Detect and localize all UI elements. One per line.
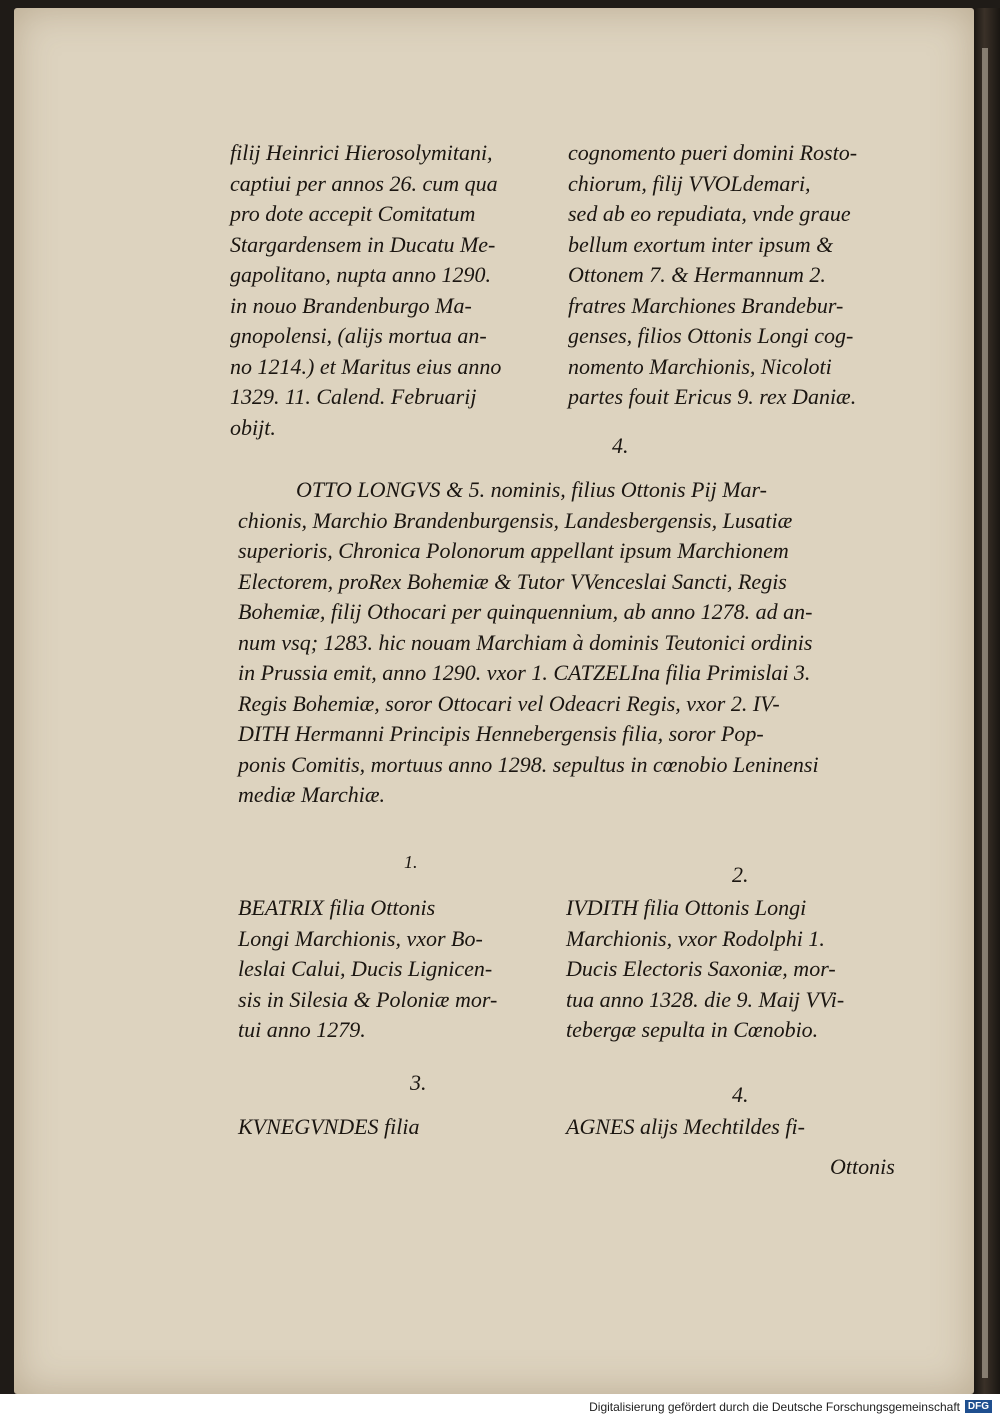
dfg-logo: DFG [965,1400,992,1413]
right-column-iudith [566,893,916,1046]
top-left-column [230,138,550,443]
text-line: nomento Marchionis, Nicoloti [568,353,832,379]
text-line: Longi Marchionis, vxor Bo- [238,925,483,951]
text-line: Electorem, proRex Bohemiæ & Tutor VVenceslai Sancti, Regis [238,568,787,594]
text-line: bellum exortum inter ipsum & [568,231,834,257]
agnes-line: AGNES alijs Mechtildes fi- [566,1114,805,1139]
text-line: chiorum, filij VVOLdemari, [568,170,811,196]
text-line: sis in Silesia & Poloniæ mor- [238,986,498,1012]
text-line: Regis Bohemiæ, soror Ottocari vel Odeacri Regis, vxor 2. IV- [238,690,780,716]
text-line: tebergæ sepulta in Cœnobio. [566,1017,819,1042]
text-line: Bohemiæ, filij Othocari per quinquennium, ab anno 1278. ad an- [238,599,813,624]
text-line: IVDITH filia Ottonis Longi [566,895,807,920]
text-line: chionis, Marchio Brandenburgensis, Landesbergensis, Lusatiæ [238,507,793,533]
text-line: pro dote accepit Comitatum [230,201,476,226]
section-number: 1. [404,852,418,872]
text-line: filij Heinrici Hierosolymitani, [230,140,493,165]
page-edge [974,8,1000,1394]
footer-bar [0,1394,1000,1420]
text-line: cognomento pueri domini Rosto- [568,140,858,165]
catchword: Ottonis [830,1154,895,1179]
text-line: BEATRIX filia Ottonis [238,895,436,920]
section-number: 3. [410,1070,427,1095]
text-line: num vsq; 1283. hic nouam Marchiam à dominis Teutonici ordinis [238,629,813,655]
text-line: 1329. 11. Calend. Februarij [230,384,477,409]
kunegundes-line: KVNEGVNDES filia [238,1114,420,1139]
text-line: ponis Comitis, mortuus anno 1298. sepultus in cœnobio Leninensi [238,751,819,777]
section-number: 2. [732,862,749,887]
text-line: mediæ Marchiæ. [238,782,386,807]
text-line: in nouo Brandenburgo Ma- [230,292,472,318]
top-right-column [568,138,928,413]
text-line: no 1214.) et Maritus eius anno [230,353,502,379]
footer-text: Digitalisierung gefördert durch die Deutsche Forschungsgemeinschaft [589,1400,960,1414]
text-line: sed ab eo repudiata, vnde graue [568,201,851,226]
text-line: genses, filios Ottonis Longi cog- [568,323,854,348]
text-line: partes fouit Ericus 9. rex Daniæ. [568,384,857,409]
text-line: in Prussia emit, anno 1290. vxor 1. CATZELIna filia Primislai 3. [238,660,811,685]
page-edge-strip [982,48,988,1378]
text-line: gnopolensi, (alijs mortua an- [230,323,487,348]
text-line: OTTO LONGVS & 5. nominis, filius Ottonis Pij Mar- [296,477,767,502]
text-line: captiui per annos 26. cum qua [230,170,498,196]
text-line: leslai Calui, Ducis Lignicen- [238,956,493,981]
left-column-beatrix [238,893,548,1046]
text-line: Ottonem 7. & Hermannum 2. [568,262,826,287]
text-line: tua anno 1328. die 9. Maij VVi- [566,986,845,1012]
text-line: Stargardensem in Ducatu Me- [230,231,496,257]
text-line: gapolitano, nupta anno 1290. [230,262,491,287]
text-line: fratres Marchiones Brandebur- [568,292,844,318]
text-line: Ducis Electoris Saxoniæ, mor- [566,956,836,981]
main-paragraph [238,475,928,811]
text-line: obijt. [230,414,276,440]
text-line: tui anno 1279. [238,1017,366,1042]
section-number: 4. [732,1082,749,1107]
text-line: DITH Hermanni Principis Hennebergensis filia, soror Pop- [238,721,764,746]
section-number: 4. [612,433,629,458]
text-line: superioris, Chronica Polonorum appellant ipsum Marchionem [238,538,789,563]
text-line: Marchionis, vxor Rodolphi 1. [566,925,825,951]
